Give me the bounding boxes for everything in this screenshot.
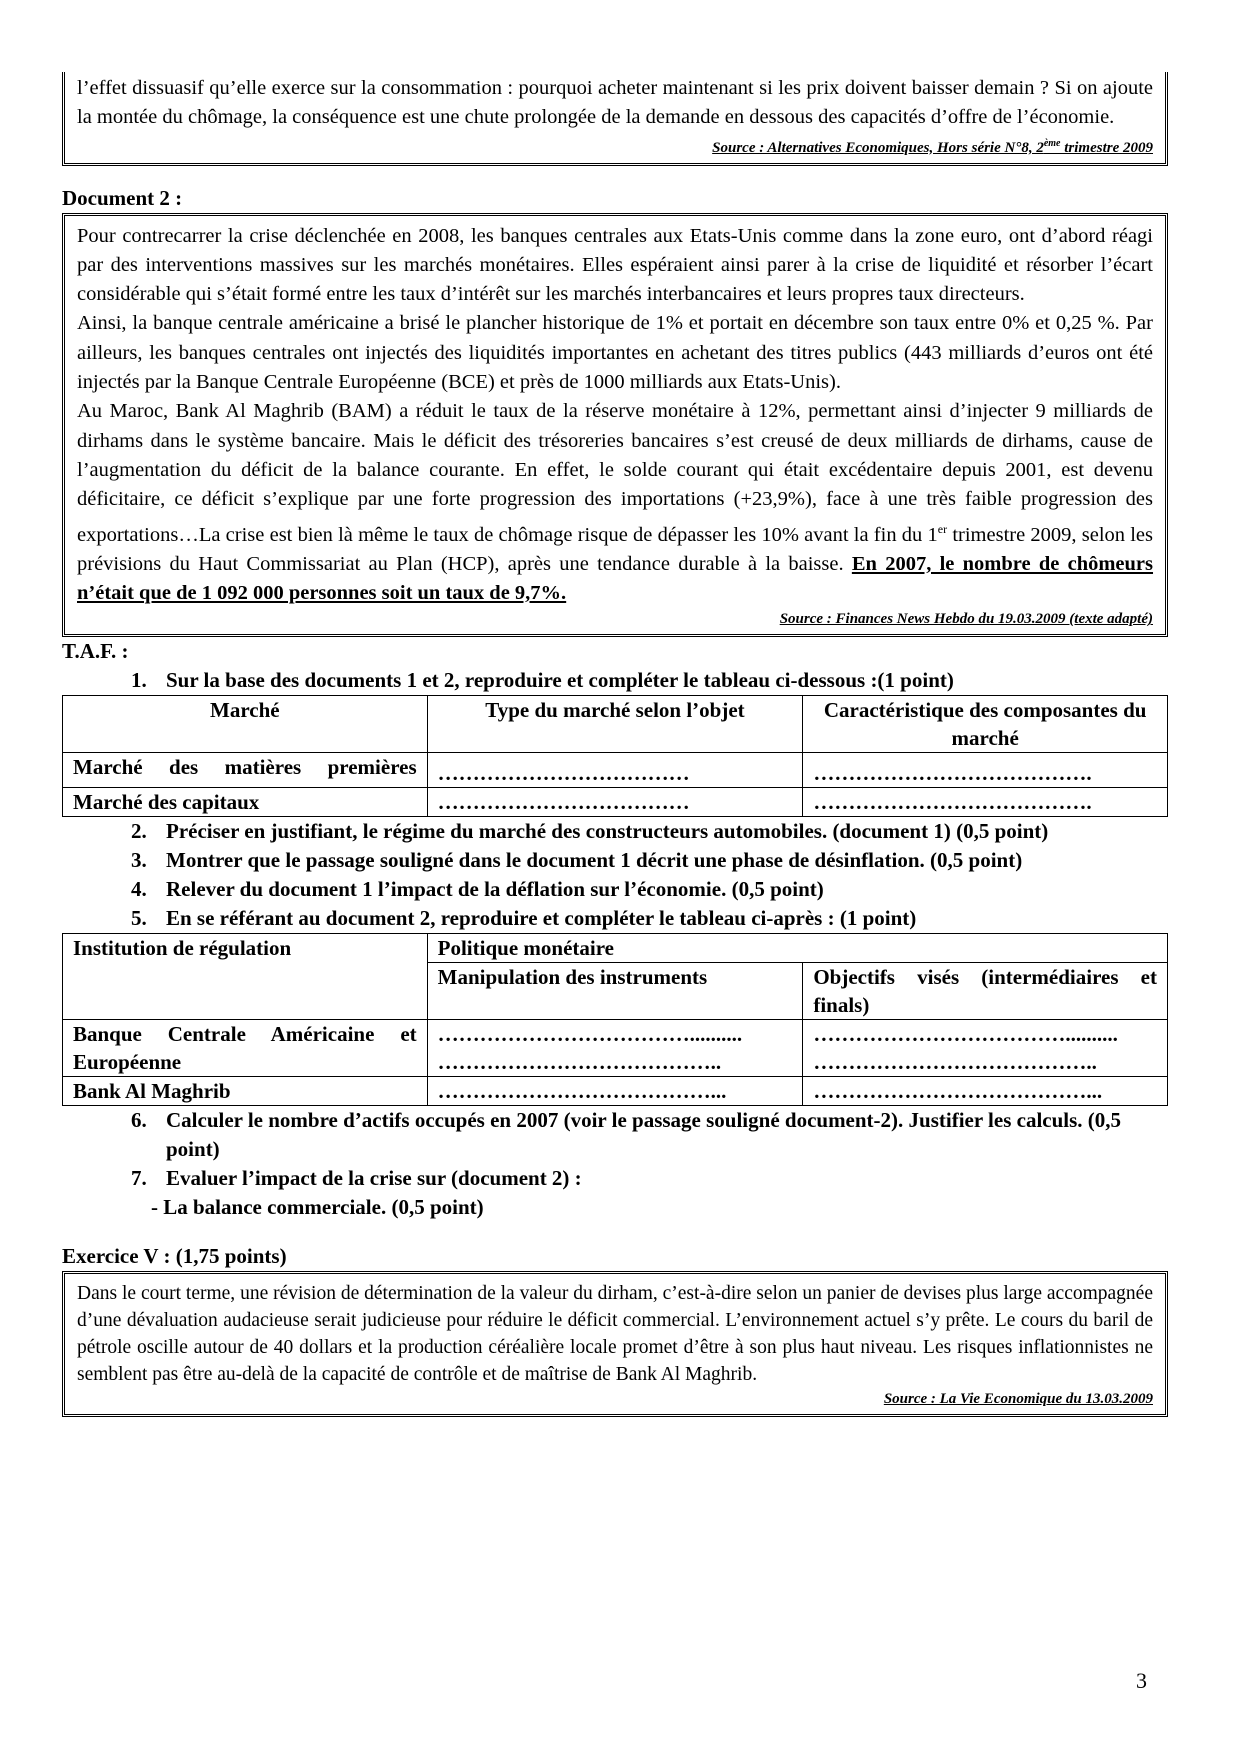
table-1-header: Marché	[63, 696, 428, 753]
document-1-box	[62, 72, 1168, 166]
exercise-5-section	[62, 1242, 1168, 1417]
document-1-text: l’effet dissuasif qu’elle exerce sur la consommation : pourquoi acheter maintenant si les prix doivent baisser demain ? Si on ajoute la montée du chômage, la conséquence est une chute prolongée de la demande en dessous des capacités d’offre de l’économie.	[77, 77, 1153, 129]
table-row	[63, 1077, 1168, 1106]
table-1-cell: ………………………………….	[803, 753, 1168, 788]
table-1-cell: Marché des matières premières	[63, 753, 428, 788]
document-1-source: Source : Alternatives Economiques, Hors série N°8, 2ème trimestre 2009	[712, 137, 1153, 156]
document-2-para-3: Au Maroc, Bank Al Maghrib (BAM) a réduit le taux de la réserve monétaire à 12%, permettant ainsi d’injecter 9 milliards de dirhams dans le système bancaire. Mais le déficit des trésoreries bancaires s’est creusé de deux milliards de dirhams, cause de l’augmentation du déficit de la balance courante. En effet, le solde courant qui était excédentaire depuis 2001, est devenu déficitaire, ce déficit s’explique par une forte progression des importations (+23,9%), face à une très faible progression des exportations…La crise est bien là même le taux de chômage risque de dépasser les 10% avant la fin du 1er trimestre 2009, selon les prévisions du Haut Commissariat au Plan (HCP), après une tendance durable à la baisse. En 2007, le nombre de chômeurs n’était que de 1 092 000 personnes soit un taux de 9,7%.	[77, 400, 1154, 604]
questions-list-1	[62, 666, 1168, 695]
table-1	[62, 695, 1168, 817]
taf-heading: T.A.F. :	[62, 639, 129, 664]
table-2-cell: Bank Al Maghrib	[63, 1077, 428, 1106]
table-row	[63, 788, 1168, 817]
table-2-header: Institution de régulation	[63, 934, 428, 1020]
document-2-source: Source : Finances News Hebdo du 19.03.2009 (texte adapté)	[779, 611, 1153, 628]
exercise-5-box	[62, 1271, 1168, 1417]
exercise-5-text: Dans le court terme, une révision de détermination de la valeur du dirham, c’est-à-dire selon un panier de devises plus large accompagnée d’une dévaluation audacieuse serait judicieuse pour réduire le déficit commercial. L’environnement actuel s’y prête. Le cours du baril de pétrole oscille autour de 40 dollars et la production céréalière locale promet d’être à son plus haut niveau. Les risques inflationnistes ne semblent pas être au-delà de la capacité de contrôle et de maîtrise de Bank Al Maghrib.	[77, 1283, 1153, 1386]
table-1-cell: ………………………………	[427, 788, 803, 817]
question-6: 6. Calculer le nombre d’actifs occupés en 2007 (voir le passage souligné document-2). Justifier les calculs. (0,5 point)	[152, 1106, 1168, 1164]
questions-list-2	[62, 817, 1168, 933]
table-2-group-header: Politique monétaire	[427, 934, 1167, 963]
question-7: 7. Evaluer l’impact de la crise sur (document 2) :	[152, 1164, 1168, 1193]
page-content	[62, 72, 1168, 1417]
question-1: 1. Sur la base des documents 1 et 2, reproduire et compléter le tableau ci-dessous :(1 point)	[152, 666, 1168, 695]
exercise-5-source: Source : La Vie Economique du 13.03.2009	[883, 1391, 1153, 1408]
document-2-box	[62, 213, 1168, 638]
question-3: 3. Montrer que le passage souligné dans le document 1 décrit une phase de désinflation. (0,5 point)	[152, 846, 1168, 875]
document-2-para-1: Pour contrecarrer la crise déclenchée en 2008, les banques centrales aux Etats-Unis comme dans la zone euro, ont d’abord réagi par des interventions massives sur les marchés monétaires. Elles espéraient ainsi parer à la crise de liquidité et résorber l’écart considérable qui s’était formé entre les taux d’intérêt sur les marchés interbancaires et leurs propres taux directeurs.	[77, 224, 1153, 306]
table-2-cell: ……………………………….......... …………………………………..	[803, 1020, 1168, 1077]
document-2-para-2: Ainsi, la banque centrale américaine a brisé le plancher historique de 1% et portait en décembre son taux entre 0% et 0,25 %. Par ailleurs, les banques centrales ont injectés des liquidités importantes en achetant des titres publics (443 milliards d’euros ont été injectés par la Banque Centrale Européenne (BCE) et près de 1000 milliards aux Etats-Unis).	[77, 312, 1153, 394]
table-2	[62, 933, 1168, 1106]
question-5: 5. En se référant au document 2, reproduire et compléter le tableau ci-après : (1 point)	[152, 904, 1168, 933]
underlined-passage: En 2007, le nombre de chômeurs n’était que de 1 092 000 personnes soit un taux de 9,7%.	[77, 552, 1154, 604]
table-1-cell: Marché des capitaux	[63, 788, 428, 817]
question-4: 4. Relever du document 1 l’impact de la déflation sur l’économie. (0,5 point)	[152, 875, 1168, 904]
table-1-header: Type du marché selon l’objet	[427, 696, 803, 753]
question-2: 2. Préciser en justifiant, le régime du marché des constructeurs automobiles. (document 1) (0,5 point)	[152, 817, 1168, 846]
table-2-cell: …………………………………...	[803, 1077, 1168, 1106]
table-1-header: Caractéristique des composantes du marché	[803, 696, 1168, 753]
table-2-cell: Banque Centrale Américaine et Européenne	[63, 1020, 428, 1077]
table-2-cell: ……………………………….......... …………………………………..	[427, 1020, 803, 1077]
document-2-heading: Document 2 :	[62, 185, 183, 210]
table-2-subheader: Objectifs visés (intermédiaires et finals)	[803, 963, 1168, 1020]
questions-list-3	[62, 1106, 1168, 1193]
table-1-cell: ………………………………….	[803, 788, 1168, 817]
table-row	[63, 1020, 1168, 1077]
page-number: 3	[1136, 1668, 1147, 1693]
table-1-cell: ………………………………	[427, 753, 803, 788]
exercise-5-heading: Exercice V : (1,75 points)	[62, 1244, 287, 1269]
table-2-subheader: Manipulation des instruments	[427, 963, 803, 1020]
table-1-header-row	[63, 696, 1168, 753]
table-2-header-row	[63, 934, 1168, 963]
question-7-sub: - La balance commerciale. (0,5 point)	[151, 1195, 484, 1220]
table-2-cell: …………………………………...	[427, 1077, 803, 1106]
table-row	[63, 753, 1168, 788]
